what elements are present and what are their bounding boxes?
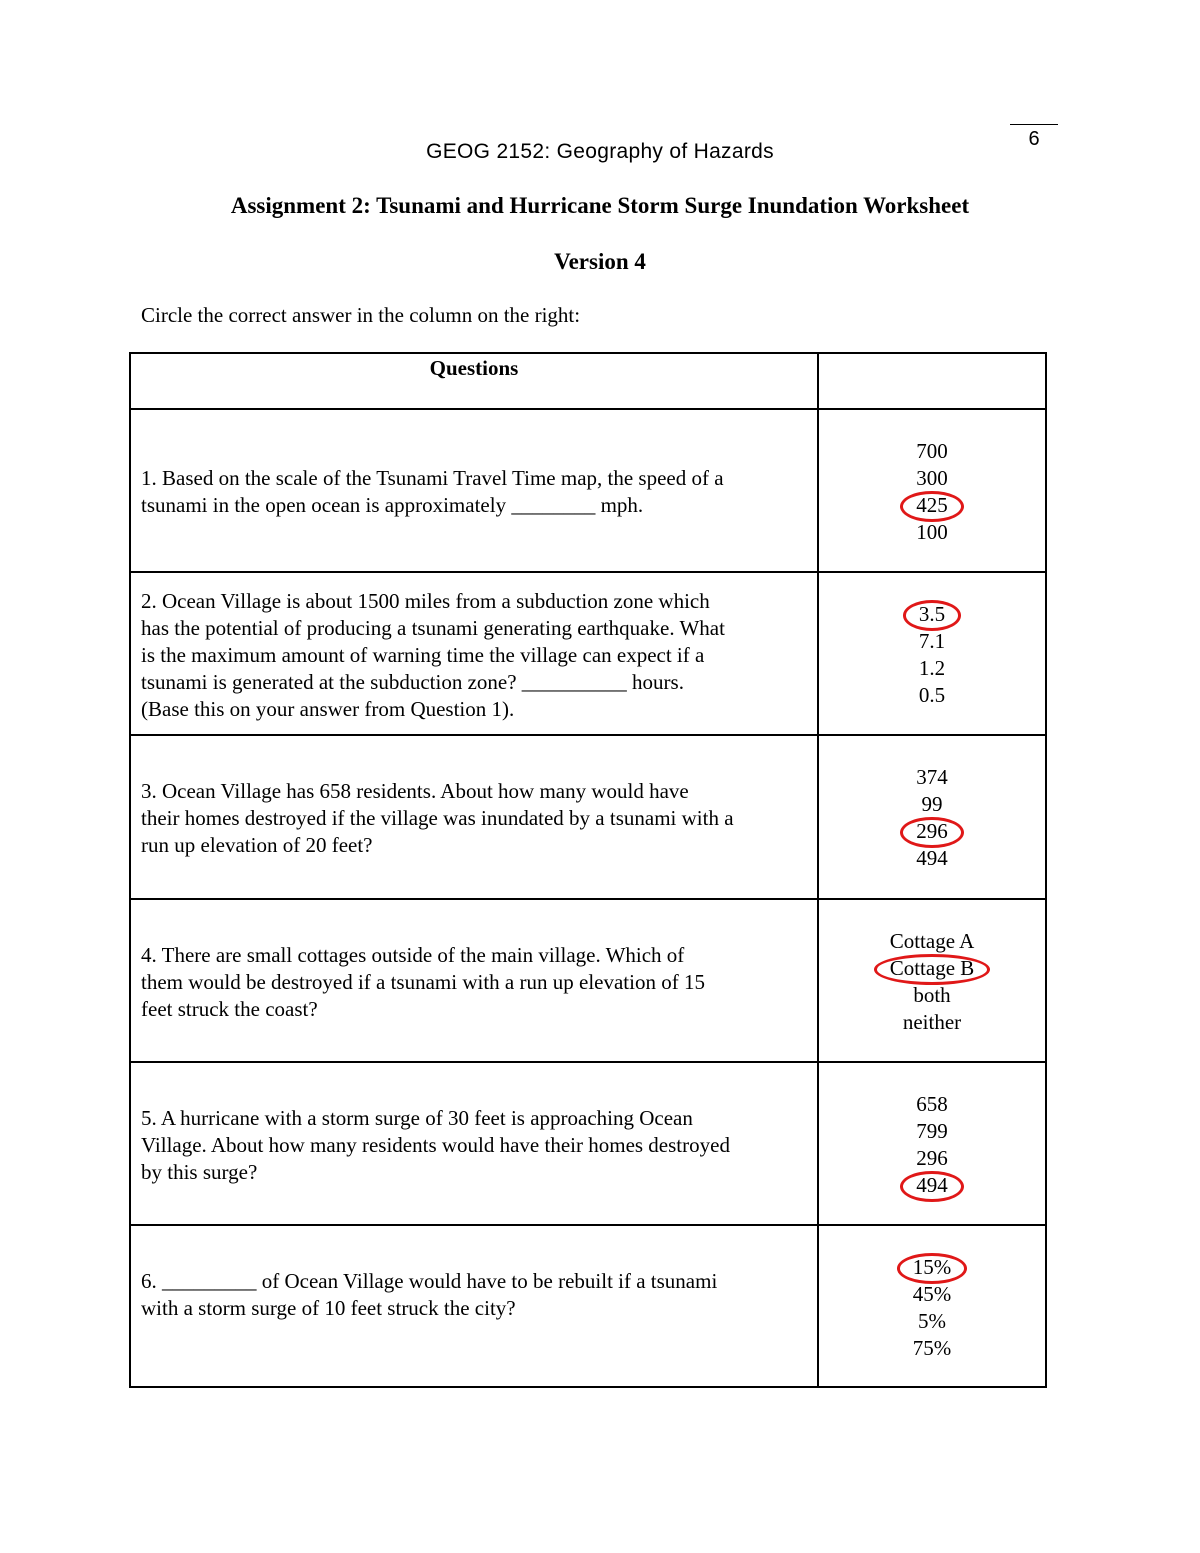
answer-cell <box>819 900 1045 1061</box>
page-number: 6 <box>1028 128 1040 150</box>
answer-choice[interactable]: 99 <box>921 792 943 816</box>
answer-choice[interactable]: 100 <box>916 520 948 544</box>
answer-choices <box>819 601 1045 709</box>
question-line: by this surge? <box>141 1160 258 1184</box>
question-cell <box>131 410 819 571</box>
questions-header-cell <box>131 354 819 408</box>
circled-answer: 15% <box>912 1255 952 1279</box>
question-line: 3. Ocean Village has 658 residents. About how many would have <box>141 779 689 803</box>
question-cell <box>131 736 819 898</box>
question-line: tsunami in the open ocean is approximately ________ mph. <box>141 493 644 517</box>
answer-choices <box>819 1254 1045 1362</box>
question-text <box>141 1105 809 1186</box>
question-line: Village. About how many residents would have their homes destroyed <box>141 1133 730 1157</box>
circled-answer: 296 <box>916 819 948 843</box>
question-line: their homes destroyed if the village was inundated by a tsunami with a <box>141 806 734 830</box>
circled-answer: 425 <box>916 493 948 517</box>
answer-choice[interactable] <box>819 955 1045 982</box>
question-text <box>141 465 809 519</box>
answer-cell <box>819 736 1045 898</box>
answer-choice[interactable]: 494 <box>916 846 948 870</box>
question-line: tsunami is generated at the subduction zone? __________ hours. <box>141 670 684 694</box>
question-line: (Base this on your answer from Question 1). <box>141 697 515 721</box>
answer-choices <box>819 438 1045 546</box>
circled-answer: 494 <box>916 1173 948 1197</box>
answer-choice[interactable] <box>819 1254 1045 1281</box>
answer-choice[interactable] <box>819 1172 1045 1199</box>
answer-choice[interactable] <box>819 818 1045 845</box>
table-header-row <box>131 354 1045 410</box>
assignment-title: Assignment 2: Tsunami and Hurricane Storm Surge Inundation Worksheet <box>230 193 970 218</box>
answer-choice[interactable] <box>819 601 1045 628</box>
answer-choice[interactable]: 5% <box>918 1309 946 1333</box>
question-text <box>141 588 809 723</box>
question-row-5 <box>131 1063 1045 1226</box>
question-row-4 <box>131 900 1045 1063</box>
question-text <box>141 942 809 1023</box>
answer-choice[interactable]: Cottage A <box>889 929 975 953</box>
question-line: 6. _________ of Ocean Village would have to be rebuilt if a tsunami <box>141 1269 718 1293</box>
question-line: 4. There are small cottages outside of the main village. Which of <box>141 943 685 967</box>
answers-header-cell <box>819 354 1045 408</box>
question-text <box>141 778 809 859</box>
answer-choices <box>819 764 1045 872</box>
answer-choice[interactable]: 300 <box>916 466 948 490</box>
answer-choice[interactable]: 799 <box>916 1119 948 1143</box>
questions-header: Questions <box>429 356 519 380</box>
question-cell <box>131 1063 819 1224</box>
answer-choice[interactable]: 45% <box>912 1282 952 1306</box>
question-cell <box>131 1226 819 1386</box>
answer-cell <box>819 410 1045 571</box>
question-line: 5. A hurricane with a storm surge of 30 feet is approaching Ocean <box>141 1106 693 1130</box>
answer-choice[interactable]: 296 <box>916 1146 948 1170</box>
answer-choices <box>819 1091 1045 1199</box>
question-line: feet struck the coast? <box>141 997 318 1021</box>
answer-cell <box>819 1226 1045 1386</box>
question-row-2 <box>131 573 1045 736</box>
question-cell <box>131 900 819 1061</box>
answer-choice[interactable]: neither <box>902 1010 962 1034</box>
course-title: GEOG 2152: Geography of Hazards <box>426 140 774 163</box>
question-line: is the maximum amount of warning time the village can expect if a <box>141 643 705 667</box>
instructions: Circle the correct answer in the column on the right: <box>141 303 581 327</box>
circled-answer: 3.5 <box>918 602 946 626</box>
question-line: has the potential of producing a tsunami generating earthquake. What <box>141 616 725 640</box>
question-row-3 <box>131 736 1045 900</box>
answer-choice[interactable] <box>819 492 1045 519</box>
question-text <box>141 1268 809 1322</box>
answer-choices <box>819 928 1045 1036</box>
answer-choice[interactable]: 1.2 <box>918 656 946 680</box>
circled-answer: Cottage B <box>889 956 975 980</box>
answer-choice[interactable]: 700 <box>916 439 948 463</box>
answer-choice[interactable]: 658 <box>916 1092 948 1116</box>
question-row-1 <box>131 410 1045 573</box>
question-line: 1. Based on the scale of the Tsunami Travel Time map, the speed of a <box>141 466 724 490</box>
answer-choice[interactable]: 7.1 <box>918 629 946 653</box>
answer-choice[interactable]: both <box>913 983 951 1007</box>
question-cell <box>131 573 819 734</box>
question-row-6 <box>131 1226 1045 1386</box>
worksheet-table <box>129 352 1047 1388</box>
answer-cell <box>819 1063 1045 1224</box>
version-label: Version 4 <box>554 249 646 274</box>
answer-choice[interactable]: 75% <box>912 1336 952 1360</box>
answer-choice[interactable]: 374 <box>916 765 948 789</box>
question-line: with a storm surge of 10 feet struck the city? <box>141 1296 516 1320</box>
question-line: them would be destroyed if a tsunami with a run up elevation of 15 <box>141 970 705 994</box>
question-line: run up elevation of 20 feet? <box>141 833 373 857</box>
answer-choice[interactable]: 0.5 <box>918 683 946 707</box>
page-number-rule <box>1010 124 1058 125</box>
answer-cell <box>819 573 1045 734</box>
question-line: 2. Ocean Village is about 1500 miles from a subduction zone which <box>141 589 710 613</box>
